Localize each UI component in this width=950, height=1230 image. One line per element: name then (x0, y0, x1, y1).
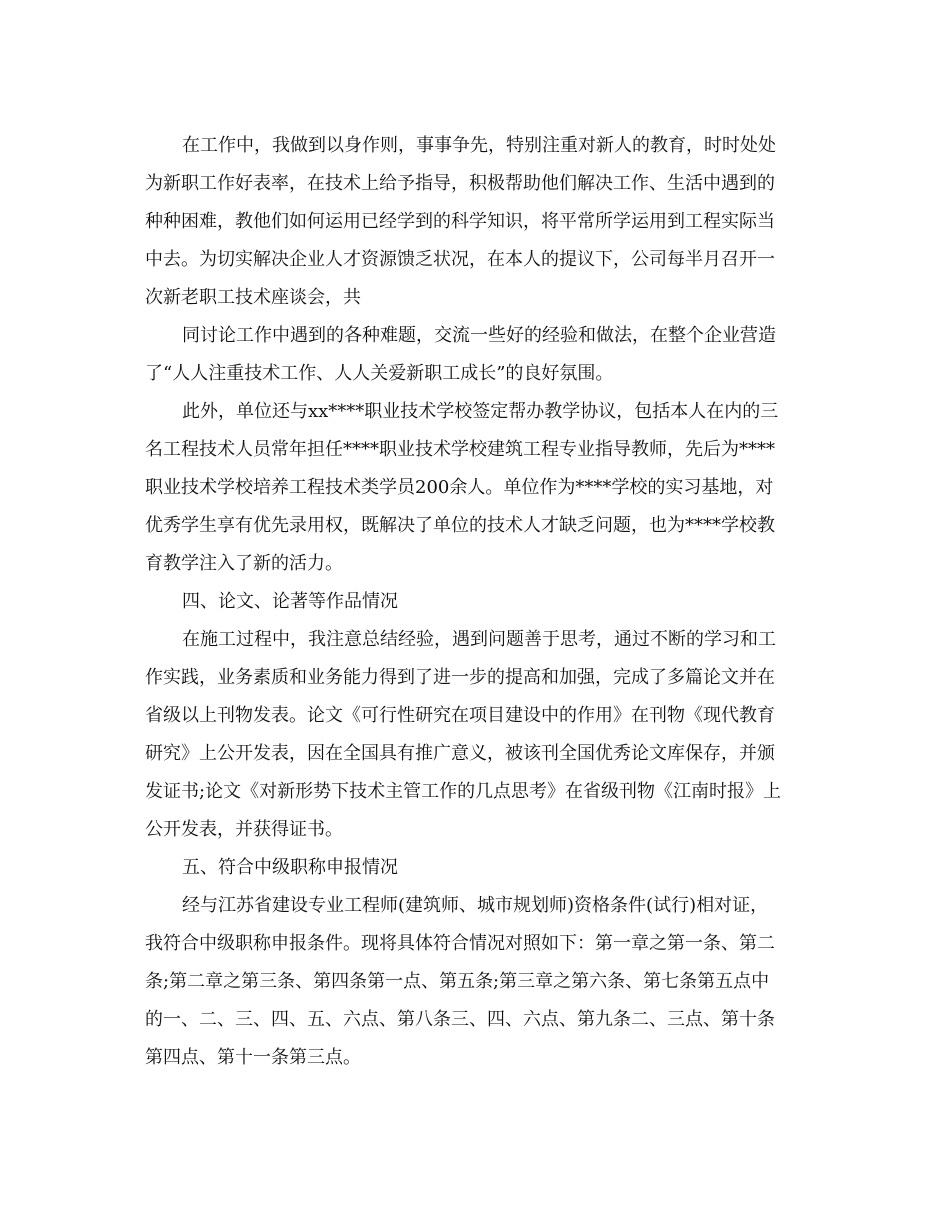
text-line: 发证书;论文《对新形势下技术主管工作的几点思考》在省级刊物《江南时报》上 (145, 781, 782, 802)
text-line: 职业技术学校培养工程技术类学员200余人。单位作为****学校的实习基地，对 (145, 477, 774, 498)
text-line: 次新老职工技术座谈会，共 (145, 287, 361, 308)
text-line: 育教学注入了新的活力。 (145, 553, 343, 574)
text-line: 省级以上刊物发表。论文《可行性研究在项目建设中的作用》在刊物《现代教育 (145, 705, 775, 726)
text-line: 同讨论工作中遇到的各种难题，交流一些好的经验和做法，在整个企业营造 (182, 325, 776, 346)
document-body (145, 127, 810, 1077)
text-line: 我符合中级职称申报条件。现将具体符合情况对照如下：第一章之第一条、第二 (145, 933, 775, 954)
text-line: 名工程技术人员常年担任****职业技术学校建筑工程专业指导教师，先后为**** (145, 439, 775, 460)
text-line: 优秀学生享有优先录用权，既解决了单位的技术人才缺乏问题，也为****学校教 (145, 515, 775, 536)
text-line: 在工作中，我做到以身作则，事事争先，特别注重对新人的教育，时时处处 (182, 135, 776, 156)
text-line: 公开发表，并获得证书。 (145, 819, 343, 840)
section-heading: 四、论文、论著等作品情况 (182, 591, 398, 612)
text-line: 了“人人注重技术工作、人人关爱新职工成长”的良好氛围。 (145, 363, 614, 384)
text-line: 为新职工作好表率，在技术上给予指导，积极帮助他们解决工作、生活中遇到的 (145, 173, 775, 194)
text-line: 在施工过程中，我注意总结经验，遇到问题善于思考，通过不断的学习和工 (182, 629, 776, 650)
text-line: 的一、二、三、四、五、六点、第八条三、四、六点、第九条二、三点、第十条 (145, 1009, 775, 1030)
text-line: 中去。为切实解决企业人才资源馈乏状况，在本人的提议下，公司每半月召开一 (145, 249, 775, 270)
text-line: 作实践，业务素质和业务能力得到了进一步的提高和加强，完成了多篇论文并在 (145, 667, 775, 688)
text-line: 研究》上公开发表，因在全国具有推广意义，被该刊全国优秀论文库保存，并颁 (145, 743, 775, 764)
text-line: 第四点、第十一条第三点。 (145, 1047, 361, 1068)
text-line: 经与江苏省建设专业工程师(建筑师、城市规划师)资格条件(试行)相对证， (182, 895, 769, 916)
text-line: 此外，单位还与xx****职业技术学校签定帮办教学协议，包括本人在内的三 (182, 401, 779, 422)
text-line: 种种困难，教他们如何运用已经学到的科学知识，将平常所学运用到工程实际当 (145, 211, 775, 232)
section-heading: 五、符合中级职称申报情况 (182, 857, 398, 878)
text-line: 条;第二章之第三条、第四条第一点、第五条;第三章之第六条、第七条第五点中 (145, 971, 770, 992)
